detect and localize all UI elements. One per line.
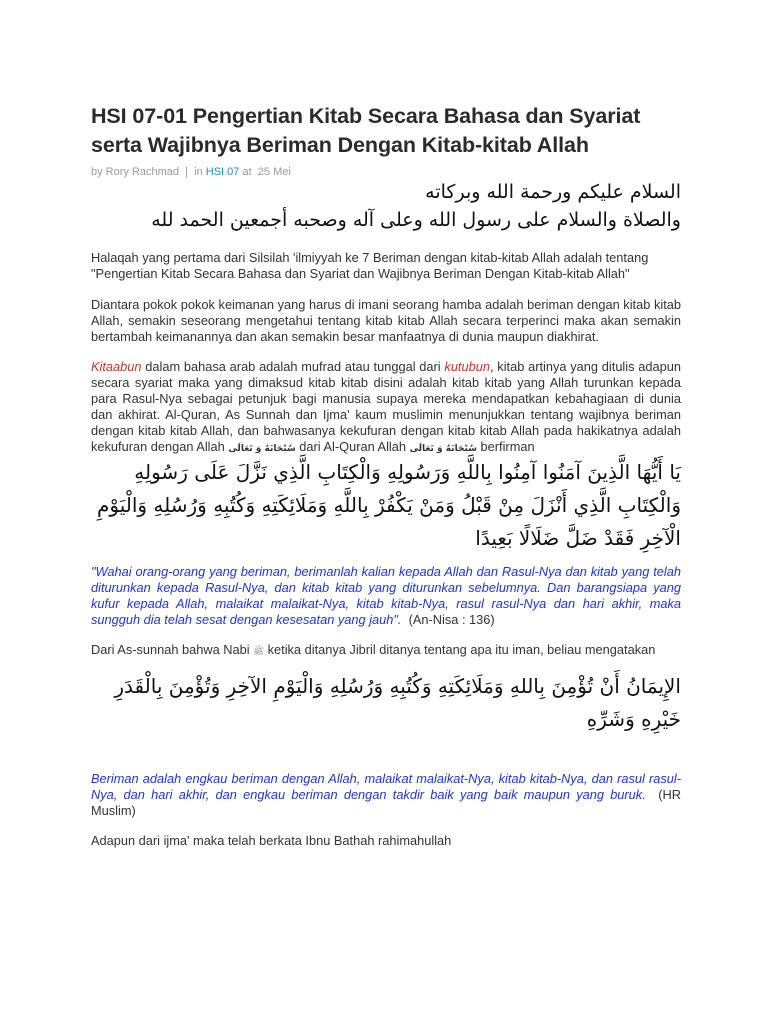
hadith-iman: الإِيمَانُ أَنْ تُؤْمِنَ بِاللهِ وَمَلَائِكَتِهِ وَكُتُبِهِ وَرُسُلِهِ وَالْيَوْمِ الآخِرِ وَتُؤْمِنَ بِالْقَدَرِ خَيْرِهِ وَشَرِّهِ	[114, 674, 681, 731]
translation-an-nisa	[91, 564, 681, 628]
greeting-line-1: السلام عليكم ورحمة الله وبركاته	[425, 181, 681, 203]
translation-hadith-text	[91, 771, 681, 819]
para4-text-1: Dari As-sunnah bahwa Nabi	[91, 642, 254, 657]
paragraph-pokok	[91, 297, 681, 345]
quran-verse-an-nisa-136: يَا أَيُّهَا الَّذِينَ آمَنُوا آمِنُوا بِاللَّهِ وَرَسُولِهِ وَالْكِتَابِ الَّذِي نَزَّلَ عَلَى رَسُولِهِ وَالْكِتَابِ الَّذِي أَنْزَلَ مِنْ قَبْلُ وَمَنْ يَكْفُرْ بِاللَّهِ وَمَلَائِكَتِهِ وَكُتُبِهِ وَرُسُلِهِ وَالْيَوْمِ الْآخِرِ فَقَدْ ضَلَّ ضَلَالًا بَعِيدًا	[97, 460, 681, 550]
article-meta	[91, 166, 291, 178]
para3-text-1: dalam bahasa arab adalah mufrad atau tunggal dari	[141, 359, 445, 374]
translation-1-text: "Wahai orang-orang yang beriman, berimanlah kalian kepada Allah dan Rasul-Nya dan kitab yang telah diturunkan kepada Rasul-Nya, dan kitab kitab yang diturunkan sebelumnya. Dan barangsiapa yang kufur kepada Allah, malaikat malaikat-Nya, kitab kitab-Nya, rasul rasul-Nya dan hari akhir, maka sungguh dia telah sesat dengan kesesatan yang jauh".	[91, 564, 681, 627]
paragraph-intro	[91, 250, 681, 282]
salallahu-alaihi-wasallam-symbol: ﷺ	[253, 646, 265, 656]
translation-2-text: Beriman adalah engkau beriman dengan Allah, malaikat malaikat-Nya, kitab kitab-Nya, dan rasul rasul-Nya, dan hari akhir, dan engkau beriman dengan takdir baik yang baik maupun yang buruk.	[91, 771, 681, 802]
term-kutubun: kutubun	[444, 359, 490, 374]
meta-at: at	[242, 166, 252, 178]
paragraph-sunnah	[91, 642, 681, 659]
arabic-greeting	[91, 178, 681, 234]
translation-an-nisa-text	[91, 564, 681, 628]
paragraph-sunnah-text	[91, 642, 681, 659]
paragraph-intro-text: Halaqah yang pertama dari Silsilah 'ilmiyyah ke 7 Beriman dengan kitab-kitab Allah adalah tentang "Pengertian Kitab Secara Bahasa dan Syariat dan Wajibnya Beriman Dengan Kitab-kitab Allah"	[91, 250, 649, 281]
author: by Rory Rachmad	[91, 166, 180, 178]
para4-text-2: ketika ditanya Jibril ditanya tentang apa itu iman, beliau mengatakan	[264, 642, 656, 657]
paragraph-kitab-text	[91, 359, 681, 457]
para3-text-2: , kitab artinya yang ditulis adapun secara syariat maka yang dimaksud kitab kitab disini adalah kitab kitab yang Allah turunkan kepada para Rasul-Nya sebagai petunjuk bagi manusia supaya mereka mendapatkan kebahagiaan di dunia dan akhirat. Al-Quran, As Sunnah dan Ijma' kaum muslimin menunjukkan tentang wajibnya beriman dengan kitab kitab Allah, dan bahwasanya kekufuran dengan kitab kitab Allah pada hakikatnya adalah kekufuran dengan Allah	[91, 359, 681, 454]
greeting-line-2: والصلاة والسلام على رسول الله وعلى آله وصحبه أجمعين الحمد لله	[151, 209, 681, 231]
paragraph-ijma-text: Adapun dari ijma' maka telah berkata Ibnu Bathah rahimahullah	[91, 833, 452, 848]
post-date: 25 Mei	[257, 166, 291, 178]
subhanahu-wa-taala-1: سُبْحَانَهُ وَ تَعَالَى	[228, 444, 296, 454]
subhanahu-wa-taala-2: سُبْحَانَهُ وَ تَعَالَى	[409, 444, 477, 454]
para3-text-4: berfirman	[476, 439, 535, 454]
paragraph-ijma	[91, 833, 681, 849]
paragraph-pokok-text: Diantara pokok pokok keimanan yang harus di imani seorang hamba adalah beriman dengan kitab kitab Allah, semakin seseorang mengetahui tentang kitab kitab Allah secara terperinci maka akan semakin bertambah keimanannya dan akan semakin besar manfaatnya di dunia maupun diakhirat.	[91, 297, 681, 344]
meta-separator: |	[185, 166, 189, 178]
term-kitaabun: Kitaabun	[91, 359, 142, 374]
para3-text-3: dari Al-Quran Allah	[295, 439, 410, 454]
source-an-nisa: (An-Nisa : 136)	[408, 612, 495, 627]
article-title: HSI 07-01 Pengertian Kitab Secara Bahasa dan Syariat serta Wajibnya Beriman Dengan Kitab-kitab Allah	[91, 104, 641, 157]
translation-hadith	[91, 771, 681, 819]
paragraph-kitab-definition	[91, 359, 681, 457]
category-link[interactable]: HSI 07	[205, 166, 240, 178]
source-hr-muslim: (HR Muslim)	[91, 787, 681, 818]
meta-in: in	[194, 166, 203, 178]
